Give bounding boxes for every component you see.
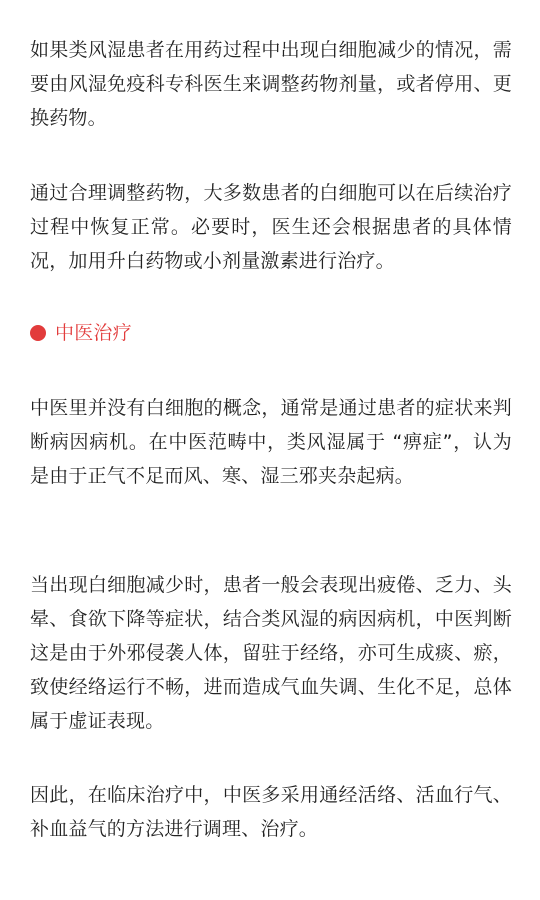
paragraph-tcm-concept: 中医里并没有白细胞的概念，通常是通过患者的症状来判断病因病机。在中医范畴中，类风湿属于 “痹症”，认为是由于正气不足而风、寒、湿三邪夹杂起病。: [30, 397, 512, 487]
red-dot-icon: [30, 325, 46, 341]
paragraph-symptoms: 当出现白细胞减少时，患者一般会表现出疲倦、乏力、头晕、食欲下降等症状，结合类风湿的病因病机，中医判断这是由于外邪侵袭人体，留驻于经络，亦可生成痰、瘀，致使经络运行不畅，进而造成气血失调、生化不足，总体属于虚证表现。: [30, 574, 512, 732]
section-heading-tcm: [30, 316, 132, 350]
section-heading-label: 中医治疗: [55, 322, 132, 344]
paragraph-treatment: 因此，在临床治疗中，中医多采用通经活络、活血行气、补血益气的方法进行调理、治疗。: [30, 784, 512, 840]
paragraph-dosage-adjustment: 如果类风湿患者在用药过程中出现白细胞减少的情况，需要由风湿免疫科专科医生来调整药物剂量，或者停用、更换药物。: [30, 39, 512, 129]
paragraph-recovery: 通过合理调整药物，大多数患者的白细胞可以在后续治疗过程中恢复正常。必要时，医生还会根据患者的具体情况，加用升白药物或小剂量激素进行治疗。: [30, 182, 512, 272]
